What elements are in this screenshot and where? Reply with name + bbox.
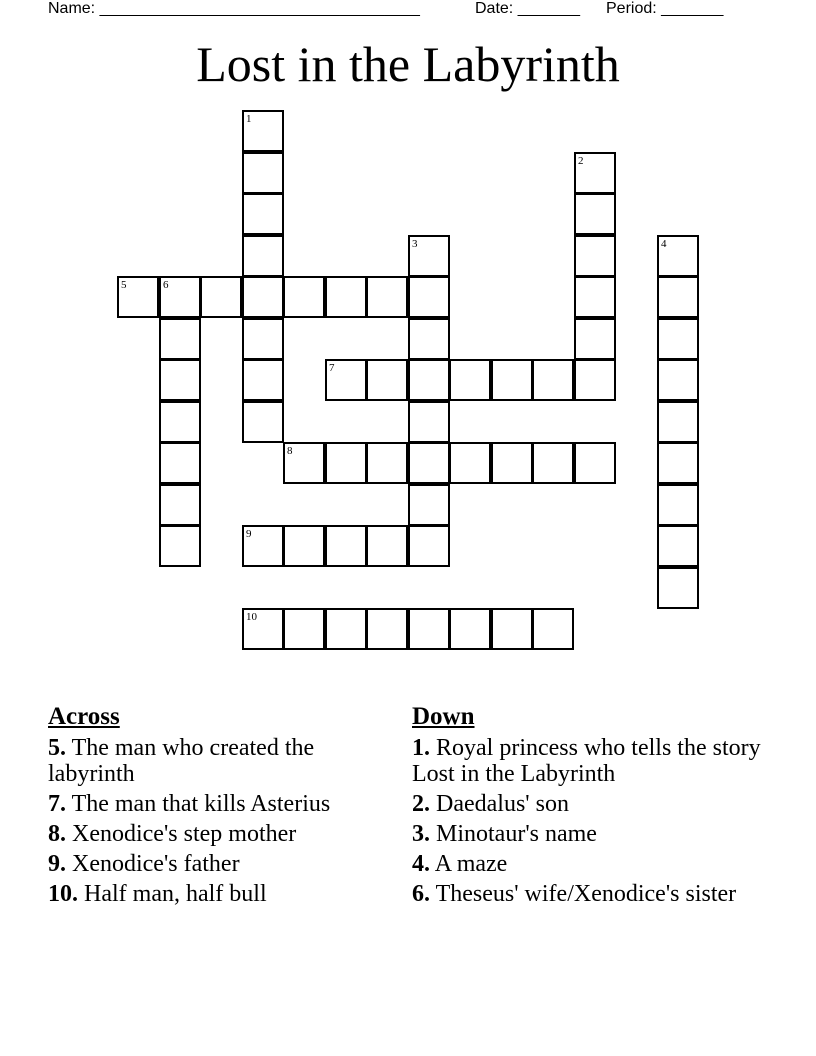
crossword-cell[interactable] [532,359,574,401]
cell-number: 1 [246,113,252,125]
down-clue [412,791,782,817]
down-clue [412,821,782,847]
clue-number: 2. [412,791,430,817]
clue-text: The man that kills Asterius [71,791,331,817]
across-clue [48,735,388,787]
across-clue [48,881,388,907]
crossword-cell[interactable] [159,359,201,401]
name-field[interactable]: Name: ____________________________________ [48,0,420,17]
crossword-cell[interactable] [657,276,699,318]
crossword-cell[interactable] [200,276,242,318]
clue-number: 1. [412,735,430,761]
clue-text: Xenodice's step mother [72,821,297,847]
crossword-cell[interactable] [657,401,699,443]
crossword-cell[interactable] [159,525,201,567]
crossword-cell[interactable] [408,401,450,443]
crossword-cell[interactable] [283,276,325,318]
crossword-cell[interactable] [242,193,284,235]
clue-number: 10. [48,881,78,907]
page-title: Lost in the Labyrinth [196,36,620,92]
crossword-cell[interactable] [242,152,284,194]
crossword-cell[interactable] [408,318,450,360]
crossword-cell[interactable] [574,318,616,360]
clue-number: 5. [48,735,66,761]
clue-text: A maze [434,851,508,877]
crossword-cell[interactable] [408,525,450,567]
crossword-cell[interactable] [159,442,201,484]
cell-number: 4 [661,238,667,250]
crossword-cell[interactable] [574,359,616,401]
clue-text: Theseus' wife/Xenodice's sister [435,881,737,907]
crossword-cell[interactable] [159,401,201,443]
clue-number: 6. [412,881,430,907]
crossword-cell[interactable] [532,442,574,484]
clue-text: Xenodice's father [72,851,240,877]
crossword-cell[interactable] [657,525,699,567]
down-clues [412,703,782,911]
cell-number: 2 [578,155,584,167]
crossword-cell[interactable] [408,235,450,277]
crossword-cell[interactable] [242,276,284,318]
crossword-cell[interactable] [242,401,284,443]
crossword-cell[interactable] [159,276,201,318]
crossword-cell[interactable] [366,276,408,318]
clue-number: 8. [48,821,66,847]
clue-text: The man who created the labyrinth [48,735,315,787]
crossword-cell[interactable] [325,359,367,401]
crossword-cell[interactable] [325,608,367,650]
crossword-cell[interactable] [657,442,699,484]
crossword-cell[interactable] [574,193,616,235]
crossword-cell[interactable] [408,442,450,484]
crossword-cell[interactable] [325,442,367,484]
down-clue [412,735,782,787]
crossword-cell[interactable] [242,359,284,401]
crossword-cell[interactable] [159,318,201,360]
cell-number: 7 [329,362,335,374]
crossword-cell[interactable] [657,318,699,360]
crossword-cell[interactable] [408,359,450,401]
across-heading: Across [48,703,120,730]
across-clue [48,851,388,877]
crossword-cell[interactable] [242,318,284,360]
crossword-cell[interactable] [242,525,284,567]
crossword-cell[interactable] [491,608,533,650]
crossword-cell[interactable] [366,608,408,650]
clue-text: Daedalus' son [436,791,569,817]
crossword-cell[interactable] [574,235,616,277]
crossword-cell[interactable] [159,484,201,526]
crossword-cell[interactable] [657,359,699,401]
clue-number: 3. [412,821,430,847]
crossword-cell[interactable] [449,442,491,484]
clue-number: 4. [412,851,430,877]
clue-number: 7. [48,791,66,817]
crossword-cell[interactable] [242,110,284,152]
crossword-cell[interactable] [449,608,491,650]
crossword-cell[interactable] [449,359,491,401]
crossword-cell[interactable] [491,442,533,484]
crossword-cell[interactable] [657,567,699,609]
crossword-cell[interactable] [491,359,533,401]
across-clue [48,791,388,817]
across-clues [48,703,388,911]
cell-number: 6 [163,279,169,291]
cell-number: 8 [287,445,293,457]
crossword-cell[interactable] [242,608,284,650]
crossword-cell[interactable] [283,525,325,567]
crossword-cell[interactable] [283,442,325,484]
cell-number: 5 [121,279,127,291]
crossword-cell[interactable] [325,276,367,318]
crossword-cell[interactable] [366,442,408,484]
crossword-cell[interactable] [532,608,574,650]
crossword-cell[interactable] [366,359,408,401]
across-clue [48,821,388,847]
crossword-cell[interactable] [242,235,284,277]
down-clue [412,881,782,907]
cell-number: 9 [246,528,252,540]
crossword-cell[interactable] [408,608,450,650]
down-clue [412,851,782,877]
down-heading: Down [412,703,475,730]
clue-text: Royal princess who tells the story Lost in the Labyrinth [412,735,761,787]
cell-number: 10 [246,611,257,623]
period-field[interactable]: Period: _______ [606,0,724,17]
crossword-cell[interactable] [366,525,408,567]
crossword-cell[interactable] [657,235,699,277]
crossword-cell[interactable] [574,152,616,194]
clue-text: Minotaur's name [436,821,597,847]
cell-number: 3 [412,238,418,250]
crossword-cell[interactable] [325,525,367,567]
crossword-cell[interactable] [657,484,699,526]
crossword-cell[interactable] [574,276,616,318]
crossword-cell[interactable] [574,442,616,484]
crossword-cell[interactable] [408,276,450,318]
clue-text: Half man, half bull [84,881,267,907]
crossword-cell[interactable] [117,276,159,318]
date-field[interactable]: Date: _______ [475,0,580,17]
crossword-cell[interactable] [408,484,450,526]
crossword-cell[interactable] [283,608,325,650]
clue-number: 9. [48,851,66,877]
